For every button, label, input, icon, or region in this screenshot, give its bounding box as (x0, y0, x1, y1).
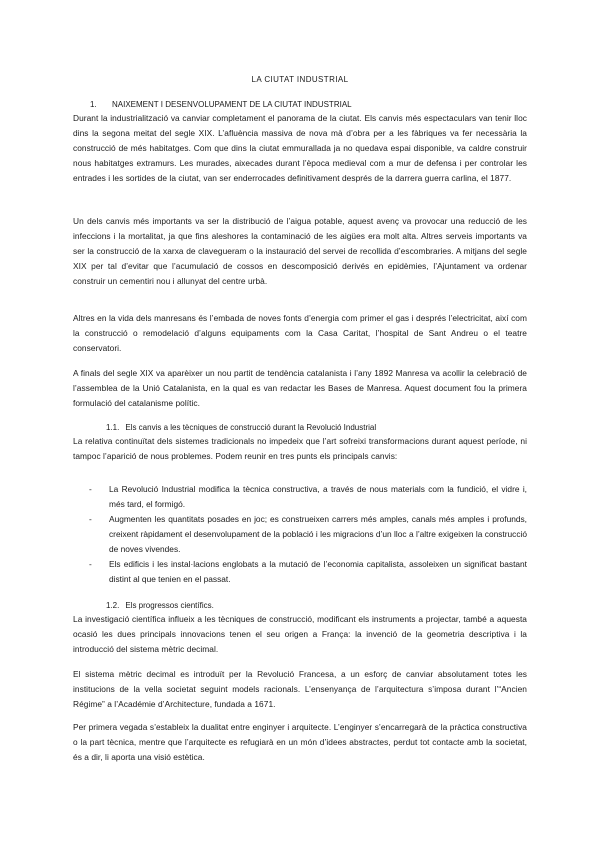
paragraph: Durant la industrialització va canviar completament el panorama de la ciutat. Els canvis més espectaculars van tenir lloc dins la segona meitat del segle XIX. L’afluència massiva de nova mà d’obra per a les fàbriques va fer necessària la construcció de més habitatges. Com que dins la ciutat emmurallada ja no quedava espai disponible, va caldre construir nous habitatges extramurs. Les murades, aixecades durant l’època medieval com a mur de defensa i per controlar les entrades i les sortides de la ciutat, van ser enderrocades definitivament després de la darrera guerra carlina, el 1877. (73, 113, 527, 183)
section-1-2-heading (106, 598, 214, 613)
paragraph: Un dels canvis més importants va ser la distribució de l’aigua potable, aquest avenç va provocar una reducció de les infeccions i la mortalitat, ja que fins aleshores la contaminació de les aigües era molt alta. Altres serveis importants va ser la construcció de la xarxa de clavegueram o la instauració del servei de recollida d’escombraries. A mitjans del segle XIX per tal d’evitar que l’acumulació de cossos en descomposició derivés en epidèmies, l’Ajuntament va ordenar construir un cementiri nou i allunyat del centre urbà. (73, 216, 527, 286)
list-item (73, 482, 527, 512)
section-1-1-number: 1.1. (106, 423, 120, 432)
bullet-marker: - (89, 559, 92, 569)
paragraph: A finals del segle XIX va aparèixer un nou partit de tendència catalanista i l’any 1892 Manresa va acollir la celebració de l’assemblea de la Unió Catalanista, en la qual es van redactar les Bases de Manresa. Aquest document fou la primera formulació del catalanisme polític. (73, 368, 527, 408)
paragraph: La relativa continuïtat dels sistemes tradicionals no impedeix que l’art sofreixi transformacions durant aquest període, ni tampoc l’aparició de nous problemes. Podem reunir en tres punts els principals canvis: (73, 436, 527, 461)
section-1-2-title: Els progressos científics. (125, 601, 214, 610)
section-1-1-title: Els canvis a les tècniques de construcció durant la Revolució Industrial (125, 423, 377, 432)
bullet-marker: - (89, 514, 92, 524)
section-1-heading (90, 97, 352, 112)
section-1-1-heading (106, 420, 376, 435)
bullet-marker: - (89, 484, 92, 494)
page-title: LA CIUTAT INDUSTRIAL (251, 75, 349, 84)
list-item-text: Els edificis i les instal·lacions englobats a la mutació de l’economia capitalista, assoleixen un significat bastant distint al que tenien en el passat. (109, 559, 527, 584)
paragraph: Altres en la vida dels manresans és l’embada de noves fonts d’energia com primer el gas i després l’electricitat, així com la construcció o remodelació d’alguns equipaments com la Casa Caritat, l’hospital de Sant Andreu o el teatre conservatori. (73, 313, 527, 353)
changes-list (73, 482, 527, 587)
section-1-2-number: 1.2. (106, 601, 120, 610)
paragraph: El sistema mètric decimal es introduït per la Revolució Francesa, a un esforç de canviar absolutament totes les institucions de la vella societat seguint models racionals. L’ensenyança de l’arquitectura s’imposa durant l’“Ancien Régime” a l’Académie d’Architecture, fundada a 1671. (73, 669, 527, 709)
paragraph: Per primera vegada s’estableix la dualitat entre enginyer i arquitecte. L’enginyer s’encarregarà de la pràctica constructiva o la part tècnica, mentre que l’arquitecte es refugiarà en un món d’idees abstractes, perdut tot contacte amb la societat, és a dir, li aporta una visió estètica. (73, 722, 527, 762)
list-item (73, 512, 527, 557)
list-item (73, 557, 527, 587)
section-1-number: 1. (90, 100, 97, 109)
list-item-text: Augmenten les quantitats posades en joc; es construeixen carrers més amples, canals més amples i profunds, creixent ràpidament el desenvolupament de la població i les migracions d’un lloc a l’altre exigeixen la construcció de noves vivendes. (109, 514, 527, 554)
section-1-title: NAIXEMENT I DESENVOLUPAMENT DE LA CIUTAT INDUSTRIAL (112, 100, 352, 109)
paragraph: La investigació científica influeix a les tècniques de construcció, modificant els instruments a projectar, també a aquesta ocasió les dues principals innovacions tenen el seu origen a França: la invenció de la geometria descriptiva i la introducció del sistema mètric decimal. (73, 614, 527, 654)
list-item-text: La Revolució Industrial modifica la tècnica constructiva, a través de nous materials com la fundició, el vidre i, més tard, el formigó. (109, 484, 527, 509)
